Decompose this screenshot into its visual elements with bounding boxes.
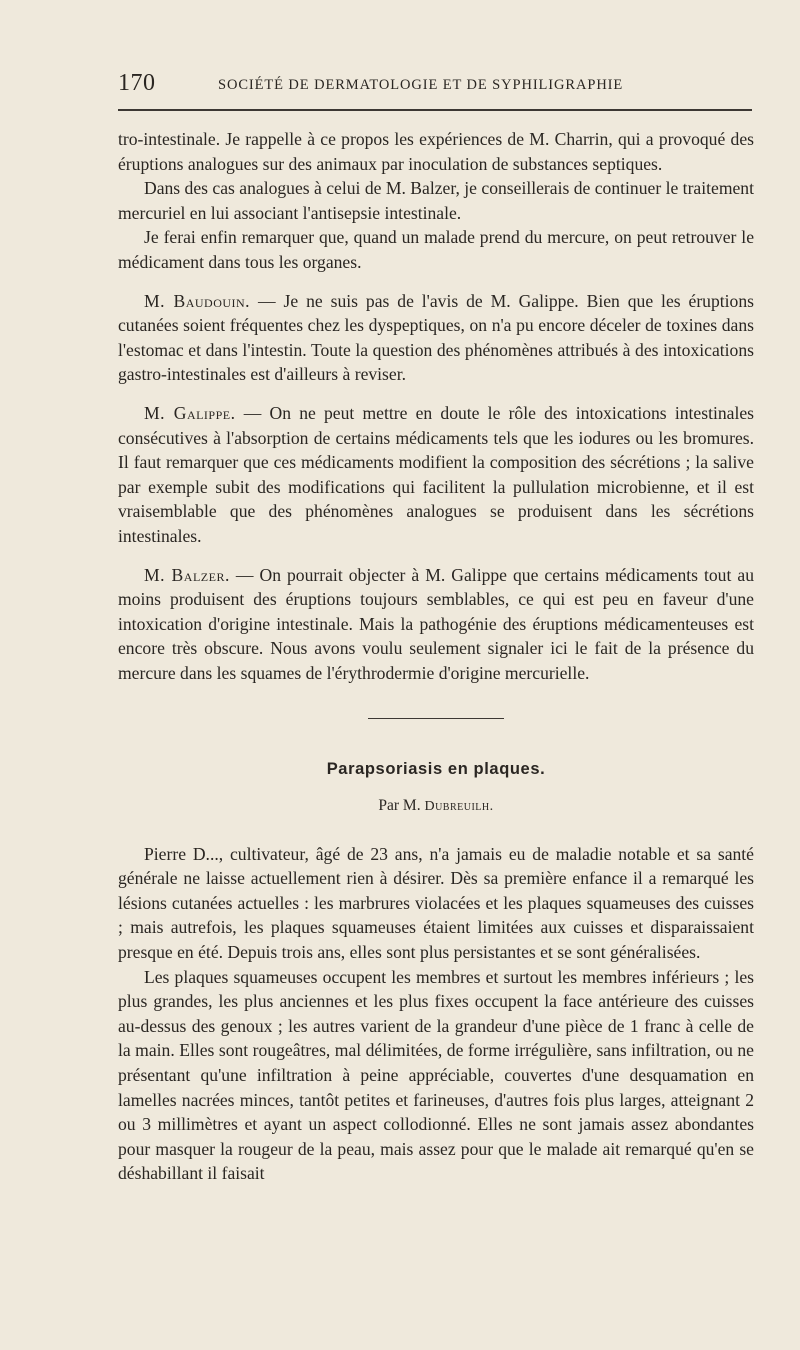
page-number: 170 [118, 70, 156, 96]
speaker-name: M. Baudouin. [144, 290, 251, 311]
speaker-name: M. Balzer. [144, 564, 230, 585]
speech-text: — On pourrait objecter à M. Galippe que certains médicaments tout au moins produisent des éruptions toujours semblables, ce qui est peu en faveur d'une intoxication d'origine intestinale. Mais la pathogénie des éruptions médicamenteuses est encore très obscure. Nous avons voulu seulement signaler ici le fait de la présence du mercure dans les squames de l'érythrodermie d'origine mercurielle. [118, 564, 754, 683]
speaker-paragraph-baudouin [118, 289, 754, 387]
section-separator [368, 718, 504, 719]
paragraph: Les plaques squameuses occupent les membres et surtout les membres inférieurs ; les plus grandes, les plus anciennes et les plus fixes occupent la face antérieure des cuisses au-dessus des genoux ; les autres varient de la grandeur d'une pièce de 1 franc à celle de la main. Elles sont rougeâtres, mal délimitées, de forme irrégulière, sans infiltration, ou ne présentant qu'une infiltration à peine appréciable, couvertes d'une desquamation en lamelles nacrées minces, tantôt petites et farineuses, d'autres fois plus larges, atteignant 2 ou 3 millimètres et ayant un aspect collodionné. Elles ne sont jamais assez abondantes pour masquer la rougeur de la peau, mais assez pour que le malade ait remarqué qu'en se déshabillant il faisait [118, 966, 754, 1184]
header-rule [118, 109, 752, 111]
speech-text: — On ne peut mettre en doute le rôle des intoxications intestinales consécutives à l'absorption de certains médicaments tels que les iodures ou les bromures. Il faut remarquer que ces médicaments modifient la composition des sécrétions ; la salive par exemple subit des modifications qui facilitent la pullulation microbienne, et il est vraisemblable que des phénomènes analogues se produisent dans les sécrétions intestinales. [118, 402, 755, 546]
article-title: Parapsoriasis en plaques. [326, 760, 546, 779]
page-header [118, 70, 750, 102]
article-byline [118, 794, 754, 820]
paragraph: Je ferai enfin remarquer que, quand un malade prend du mercure, on peut retrouver le médicament dans tous les organes. [118, 227, 754, 272]
speaker-paragraph-galippe [118, 401, 754, 549]
speaker-name: M. Galippe. [144, 402, 236, 423]
running-head: SOCIÉTÉ DE DERMATOLOGIE ET DE SYPHILIGRAPHIE [218, 77, 624, 93]
byline-prefix: Par M. [378, 797, 425, 815]
speech-text: — Je ne suis pas de l'avis de M. Galippe. Bien que les éruptions cutanées soient fréquentes chez les dyspeptiques, on n'a pu encore déceler de toxines dans l'estomac et dans l'intestin. Toute la question des phénomènes attribués à des intoxications gastro-intestinales est d'ailleurs à reviser. [118, 290, 754, 385]
paragraph-continuation: tro-intestinale. Je rappelle à ce propos les expériences de M. Charrin, qui a provoqué des éruptions analogues sur des animaux par inoculation de substances septiques. [118, 129, 754, 174]
paragraph: Dans des cas analogues à celui de M. Balzer, je conseillerais de continuer le traitement mercuriel en lui associant l'antisepsie intestinale. [118, 178, 754, 223]
byline-author: Dubreuilh. [424, 799, 494, 815]
body-text [118, 127, 754, 1186]
speaker-paragraph-balzer [118, 563, 754, 686]
paragraph: Pierre D..., cultivateur, âgé de 23 ans, n'a jamais eu de maladie notable et sa santé générale ne laisse actuellement rien à désirer. Dès sa première enfance il a remarqué les lésions cutanées actuelles : les marbrures violacées et les plaques squameuses des cuisses ; mais autrefois, les plaques squameuses étaient limitées aux cuisses et disparaissaient presque en été. Depuis trois ans, elles sont plus persistantes et se sont généralisées. [118, 843, 754, 963]
